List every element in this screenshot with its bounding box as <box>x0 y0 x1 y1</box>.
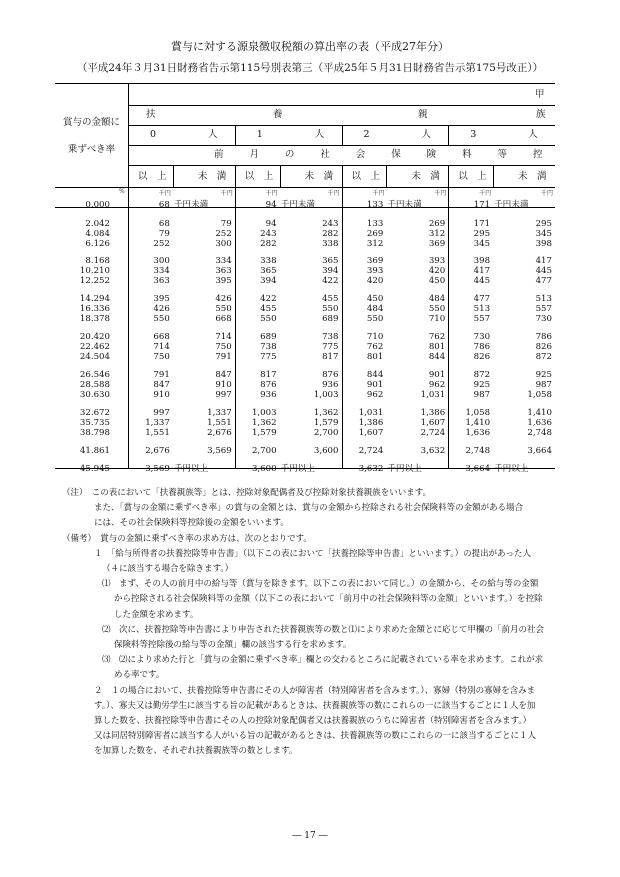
ijo-value: 925 <box>473 380 491 390</box>
ijo-value: 455 <box>260 304 277 314</box>
prev-month-header-char: の <box>284 149 295 160</box>
ijo-value: 363 <box>153 276 170 286</box>
ijo-value: 243 <box>260 229 277 239</box>
prev-month-header-char: 社 <box>320 149 330 160</box>
ijo-value: 420 <box>366 276 384 286</box>
rate-table <box>55 83 555 474</box>
note-line: ⑴ まず、その人の前月中の給与等（賞与を除きます。以下この表において同じ。）の金額から、その給与等の金額 <box>102 579 539 590</box>
note-line: 算した数を、扶養控除等申告書にその人の控除対象配偶者又は扶養親族のうちに障害者（特別障害者を含みます。） <box>94 716 532 727</box>
note-line: （４に該当する場合を除きます。） <box>102 564 234 575</box>
miman-value: 1,636 <box>527 418 552 428</box>
unit-yen: 千円 <box>327 190 340 197</box>
ijo-value: 133 <box>366 200 384 210</box>
dependents-header-char: 族 <box>536 109 546 120</box>
ijo-value: 847 <box>153 380 170 390</box>
ijo-value: 3,664 <box>465 464 491 474</box>
ijo-header: 以 上 <box>138 171 167 182</box>
rate-value: 18.378 <box>79 314 110 324</box>
miman-header: 未 満 <box>197 171 227 182</box>
ijo-value: 2,700 <box>251 446 277 456</box>
note-line: ⑶ ⑵により求めた行と「賞与の金額に乗ずべき率」欄との交わるところに記載されている率を求めます。これが求 <box>102 655 544 666</box>
miman-value: 426 <box>215 294 232 304</box>
ijo-value: 1,551 <box>145 428 170 438</box>
ijo-value: 775 <box>260 352 277 362</box>
miman-value: 1,386 <box>420 408 446 418</box>
ijo-value: 312 <box>366 239 384 249</box>
ijo-value: 738 <box>260 342 277 352</box>
ijo-value: 3,569 <box>145 464 170 474</box>
ijo-header: 以 上 <box>244 171 274 182</box>
rate-value: 22.462 <box>79 342 110 352</box>
ijo-value: 295 <box>473 229 491 239</box>
rate-value: 24.504 <box>79 352 110 362</box>
ijo-value: 2,676 <box>145 446 170 456</box>
dependents-header-char: 扶 <box>146 109 156 120</box>
ijo-value: 1,636 <box>465 428 491 438</box>
miman-value: 1,337 <box>207 408 232 418</box>
ijo-value: 730 <box>473 332 491 342</box>
note-line: した金額を求めます。 <box>114 609 199 620</box>
miman-value: 738 <box>322 332 339 342</box>
ijo-value: 750 <box>153 352 170 362</box>
miman-value: 847 <box>215 370 232 380</box>
miman-value: 1,579 <box>313 418 339 428</box>
rate-value: 41.861 <box>79 446 110 456</box>
miman-value: 269 <box>428 219 446 229</box>
kou-label: 甲 <box>535 89 545 100</box>
left-header-line2: 乗ずべき率 <box>67 144 116 155</box>
miman-value: 252 <box>215 229 232 239</box>
miman-value: 420 <box>428 266 446 276</box>
ijo-value: 550 <box>153 314 170 324</box>
ijo-value: 550 <box>260 314 277 324</box>
miman-value: 3,569 <box>207 446 232 456</box>
miman-value: 334 <box>215 256 232 266</box>
prev-month-header-char: 等 <box>497 149 508 160</box>
page-subtitle: （平成24年３月31日財務省告示第115号別表第三（平成25年５月31日財務省告示第175号改正）） <box>76 62 544 74</box>
prev-month-header-char: 険 <box>426 149 437 160</box>
ijo-value: 987 <box>473 390 491 400</box>
ijo-value: 2,724 <box>358 446 384 456</box>
rate-value: 16.336 <box>79 304 110 314</box>
note-line: （注） この表において「扶養親族等」とは、控除対象配偶者及び控除対象扶養親族をいいます。 <box>62 488 432 498</box>
miman-value: 417 <box>535 256 552 266</box>
miman-value: 295 <box>535 219 552 229</box>
miman-value: 345 <box>535 229 552 239</box>
miman-header: 未 満 <box>518 171 547 182</box>
ijo-value: 817 <box>260 370 277 380</box>
group-unit: 人 <box>528 129 538 140</box>
ijo-value: 872 <box>473 370 491 380</box>
rate-value: 4.084 <box>85 229 110 239</box>
ijo-value: 1,058 <box>465 408 491 418</box>
ijo-value: 68 <box>158 200 170 210</box>
ijo-value: 269 <box>366 229 384 239</box>
note-line: す。）、寡夫又は勤労学生に該当する旨の記載があるときは、扶養親族等の数にこれらの一に該当するごとに１人を加 <box>94 700 536 711</box>
miman-value: 550 <box>428 304 446 314</box>
miman-value: 762 <box>428 332 446 342</box>
miman-value: 312 <box>428 229 446 239</box>
miman-value: 393 <box>428 256 446 266</box>
unit-yen: 千円 <box>479 190 492 197</box>
ijo-value: 710 <box>366 332 384 342</box>
miman-value: 450 <box>428 276 446 286</box>
unit-yen: 千円 <box>158 190 171 197</box>
rate-value: 2.042 <box>85 219 110 229</box>
miman-value: 422 <box>322 276 339 286</box>
miman-value: 365 <box>322 256 339 266</box>
rate-value: 14.294 <box>79 294 110 304</box>
ijo-value: 171 <box>473 219 491 229</box>
unit-yen: 千円 <box>220 190 233 197</box>
miman-value: 826 <box>535 342 552 352</box>
rate-value: 20.420 <box>79 332 110 342</box>
page-number: ― 17 ― <box>292 831 328 841</box>
note-line: また、「賞与の金額に乗ずべき率」の賞与の金額とは、賞与の金額から控除される社会保険料等の金額がある場合 <box>94 503 524 514</box>
note-line: 又は同居特別障害者に該当する人がいる旨の記載があるときは、扶養親族等の数にこれらの一に該当するごとに１人 <box>94 731 537 742</box>
miman-value: 282 <box>322 229 339 239</box>
ijo-value: 369 <box>366 256 384 266</box>
prev-month-header-char: 保 <box>391 149 401 160</box>
group-count: 2 <box>363 129 370 140</box>
ijo-value: 513 <box>473 304 491 314</box>
miman-value: 730 <box>535 314 552 324</box>
miman-header: 未 満 <box>411 171 440 182</box>
miman-value: 243 <box>322 219 339 229</box>
miman-value: 369 <box>428 239 446 249</box>
miman-value: 550 <box>215 304 232 314</box>
note-line: める率です。 <box>114 670 165 681</box>
group-count: 3 <box>470 129 477 140</box>
miman-value: 987 <box>535 380 552 390</box>
miman-value: 750 <box>215 342 232 352</box>
miman-value: 1,058 <box>527 390 552 400</box>
miman-value: 997 <box>215 390 232 400</box>
rate-value: 6.126 <box>85 239 110 249</box>
miman-value: 3,632 <box>420 446 446 456</box>
miman-value: 2,724 <box>420 428 446 438</box>
miman-value: 千円以上 <box>494 464 529 474</box>
ijo-value: 398 <box>473 256 491 266</box>
note-line: （備考） 賞与の金額に乗ずべき率の求め方は、次のとおりです。 <box>62 533 312 544</box>
prev-month-header-char: 月 <box>249 149 259 160</box>
group-count: 1 <box>256 129 263 140</box>
rate-value: 30.630 <box>79 390 110 400</box>
miman-value: 1,031 <box>420 390 446 400</box>
miman-value: 394 <box>322 266 339 276</box>
ijo-value: 282 <box>260 239 277 249</box>
rule-line <box>342 125 343 145</box>
ijo-value: 417 <box>473 266 491 276</box>
ijo-value: 477 <box>473 294 491 304</box>
ijo-value: 3,600 <box>251 464 277 474</box>
miman-value: 513 <box>535 294 552 304</box>
ijo-value: 550 <box>366 314 384 324</box>
miman-value: 395 <box>215 276 232 286</box>
rate-value: 35.735 <box>79 418 110 428</box>
rate-value: 38.798 <box>79 428 110 438</box>
miman-value: 876 <box>322 370 339 380</box>
miman-value: 775 <box>322 342 339 352</box>
ijo-value: 668 <box>153 332 170 342</box>
miman-value: 79 <box>220 219 232 229</box>
unit-yen: 千円 <box>541 190 554 197</box>
ijo-value: 1,003 <box>251 408 277 418</box>
miman-value: 千円以上 <box>387 464 422 474</box>
miman-value: 3,600 <box>313 446 339 456</box>
miman-value: 872 <box>535 352 552 362</box>
miman-value: 455 <box>322 294 339 304</box>
ijo-value: 1,337 <box>145 418 170 428</box>
ijo-value: 393 <box>366 266 384 276</box>
miman-value: 363 <box>215 266 232 276</box>
ijo-value: 133 <box>366 219 384 229</box>
ijo-value: 2,748 <box>465 446 491 456</box>
miman-value: 445 <box>535 266 552 276</box>
rule-line <box>173 165 174 187</box>
ijo-value: 338 <box>260 256 277 266</box>
note-line: を加算した数を、それぞれ扶養親族等の数とします。 <box>94 746 298 757</box>
miman-value: 1,362 <box>313 408 339 418</box>
ijo-value: 801 <box>366 352 384 362</box>
ijo-value: 484 <box>366 304 384 314</box>
ijo-value: 1,362 <box>251 418 277 428</box>
miman-value: 791 <box>215 352 232 362</box>
ijo-value: 300 <box>153 256 170 266</box>
ijo-value: 68 <box>158 219 170 229</box>
unit-yen: 千円 <box>434 190 447 197</box>
miman-value: 千円以上 <box>280 464 315 474</box>
note-line: ２ １の場合において、扶養控除等申告書にその人が障害者（特別障害者を含みます。）、寡婦（特別の寡婦を含みま <box>94 685 536 696</box>
miman-value: 千円未満 <box>280 200 315 210</box>
rate-value: 8.168 <box>85 256 110 266</box>
ijo-header: 以 上 <box>458 171 487 182</box>
ijo-value: 426 <box>153 304 170 314</box>
miman-value: 786 <box>535 332 552 342</box>
ijo-value: 557 <box>473 314 491 324</box>
miman-value: 910 <box>215 380 232 390</box>
ijo-value: 94 <box>265 200 277 210</box>
miman-header: 未 満 <box>304 171 334 182</box>
prev-month-header-char: 控 <box>533 149 543 160</box>
prev-month-header-char: 前 <box>214 149 224 160</box>
ijo-value: 1,579 <box>251 428 277 438</box>
ijo-value: 1,607 <box>358 428 384 438</box>
miman-value: 801 <box>428 342 446 352</box>
miman-value: 千円未満 <box>173 200 209 210</box>
miman-value: 550 <box>322 304 339 314</box>
ijo-value: 1,031 <box>358 408 384 418</box>
rate-value: 10.210 <box>79 266 110 276</box>
miman-value: 2,748 <box>527 428 552 438</box>
unit-yen: 千円 <box>372 190 385 197</box>
rule-line <box>128 145 555 146</box>
miman-value: 千円未満 <box>387 200 422 210</box>
unit-yen: 千円 <box>265 190 278 197</box>
note-line: には、その社会保険料等控除後の金額をいいます。 <box>94 518 289 529</box>
ijo-value: 910 <box>153 390 170 400</box>
rate-value: 32.672 <box>79 408 110 418</box>
miman-value: 689 <box>322 314 339 324</box>
miman-value: 936 <box>322 380 339 390</box>
page-title: 賞与に対する源泉徴収税額の算出率の表（平成27年分） <box>171 40 449 53</box>
note-line: 保険料等控除後の給与等の金額」欄の該当する行を求めます。 <box>114 640 352 651</box>
miman-value: 901 <box>428 370 446 380</box>
rule-line <box>448 125 449 145</box>
note-line: １ 「給与所得者の扶養控除等申告書」（以下この表において「扶養控除等申告書」といいます。）の提出があった人 <box>94 548 531 559</box>
ijo-header: 以 上 <box>351 171 381 182</box>
ijo-value: 79 <box>158 229 170 239</box>
ijo-value: 94 <box>265 219 277 229</box>
ijo-value: 876 <box>260 380 277 390</box>
ijo-value: 345 <box>473 239 491 249</box>
miman-value: 1,003 <box>313 390 339 400</box>
note-line: ⑵ 次に、扶養控除等申告書により申告された扶養親族等の数と⑴により求めた金額とに応じて甲欄の「前月の社会 <box>102 624 545 635</box>
rate-value: 0.000 <box>85 200 110 210</box>
miman-value: 925 <box>535 370 552 380</box>
ijo-value: 962 <box>366 390 384 400</box>
prev-month-header-char: 料 <box>462 149 472 160</box>
miman-value: 710 <box>428 314 446 324</box>
ijo-value: 901 <box>366 380 384 390</box>
miman-value: 300 <box>215 239 232 249</box>
miman-value: 2,676 <box>207 428 232 438</box>
miman-value: 817 <box>322 352 339 362</box>
note-line: から控除される社会保険料等の金額（以下この表において「前月中の社会保険料等の金額」といいます。）を控除 <box>114 594 543 605</box>
ijo-value: 3,632 <box>358 464 384 474</box>
ijo-value: 422 <box>260 294 277 304</box>
miman-value: 千円以上 <box>173 464 209 474</box>
miman-value: 484 <box>428 294 446 304</box>
ijo-value: 252 <box>153 239 170 249</box>
ijo-value: 365 <box>260 266 277 276</box>
ijo-value: 171 <box>473 200 491 210</box>
miman-value: 3,664 <box>527 446 552 456</box>
left-header-line1: 賞与の金額に <box>62 117 120 128</box>
ijo-value: 450 <box>366 294 384 304</box>
miman-value: 1,551 <box>207 418 232 428</box>
ijo-value: 394 <box>260 276 277 286</box>
miman-value: 398 <box>535 239 552 249</box>
rule-line <box>128 105 555 106</box>
ijo-value: 1,410 <box>465 418 491 428</box>
miman-value: 1,607 <box>420 418 446 428</box>
miman-value: 714 <box>215 332 232 342</box>
rate-value: 26.546 <box>79 370 110 380</box>
miman-value: 668 <box>215 314 232 324</box>
miman-value: 2,700 <box>313 428 339 438</box>
ijo-value: 786 <box>473 342 491 352</box>
group-unit: 人 <box>421 129 432 140</box>
rule-line <box>235 125 236 145</box>
ijo-value: 714 <box>153 342 170 352</box>
ijo-value: 791 <box>153 370 170 380</box>
miman-value: 844 <box>428 352 446 362</box>
rate-value: 28.588 <box>79 380 110 390</box>
miman-value: 1,410 <box>527 408 552 418</box>
group-unit: 人 <box>314 129 325 140</box>
ijo-value: 844 <box>366 370 384 380</box>
unit-percent: % <box>119 188 125 195</box>
ijo-value: 334 <box>153 266 170 276</box>
miman-value: 338 <box>322 239 339 249</box>
group-unit: 人 <box>208 129 218 140</box>
miman-value: 557 <box>535 304 552 314</box>
miman-value: 962 <box>428 380 446 390</box>
rule-line <box>493 165 494 187</box>
ijo-value: 1,386 <box>358 418 384 428</box>
ijo-value: 762 <box>366 342 384 352</box>
prev-month-header-char: 会 <box>355 149 366 160</box>
notes-section <box>62 486 562 760</box>
rule-line <box>280 165 281 187</box>
rate-value: 45.945 <box>79 464 110 474</box>
miman-value: 千円未満 <box>494 200 529 210</box>
dependents-header-char: 養 <box>273 109 283 120</box>
ijo-value: 997 <box>153 408 170 418</box>
miman-value: 477 <box>535 276 552 286</box>
rate-value: 12.252 <box>79 276 110 286</box>
ijo-value: 826 <box>473 352 491 362</box>
ijo-value: 936 <box>260 390 277 400</box>
rule-line <box>386 165 387 187</box>
ijo-value: 689 <box>260 332 277 342</box>
group-count: 0 <box>150 129 157 140</box>
ijo-value: 445 <box>473 276 491 286</box>
dependents-header-char: 親 <box>418 109 428 120</box>
ijo-value: 395 <box>153 294 170 304</box>
